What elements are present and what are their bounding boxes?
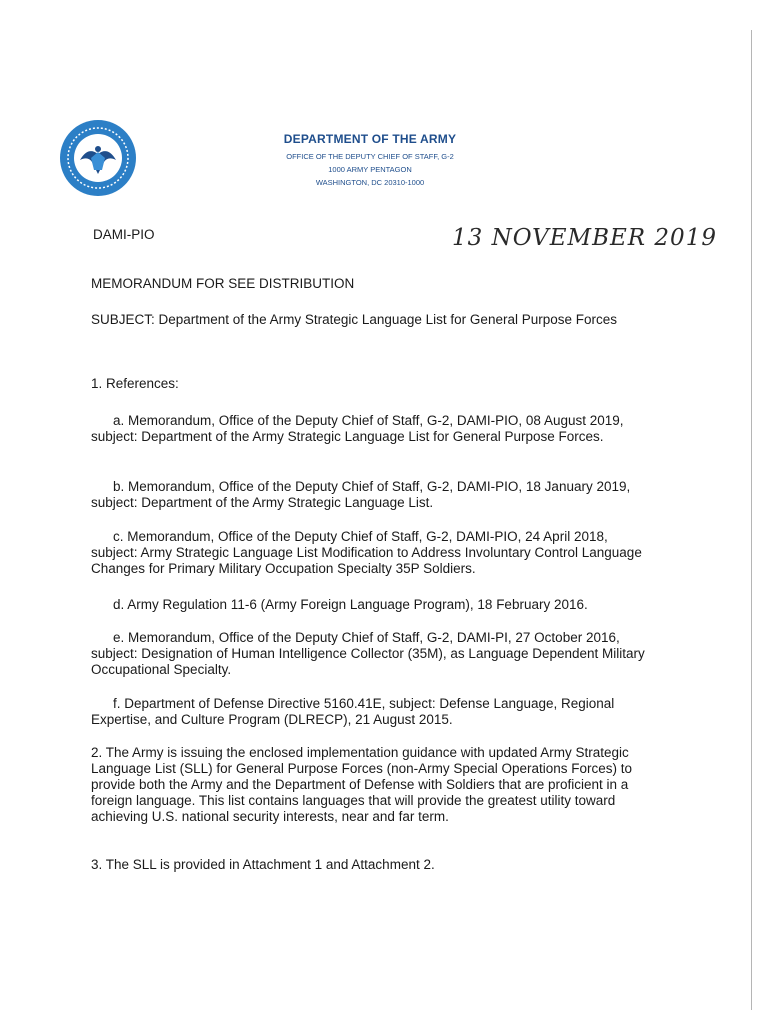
paragraph-3: 3. The SLL is provided in Attachment 1 and Attachment 2. [91,857,435,872]
handwritten-date: 13 NOVEMBER 2019 [452,225,717,251]
letterhead-office: OFFICE OF THE DEPUTY CHIEF OF STAFF, G-2 [286,152,454,161]
letterhead-title: DEPARTMENT OF THE ARMY [283,132,457,146]
letterhead-address: 1000 ARMY PENTAGON [328,165,412,174]
subject-line: SUBJECT: Department of the Army Strategic Language List for General Purpose Forces [91,312,617,327]
references-heading: 1. References: [91,376,179,391]
reference-e: e. Memorandum, Office of the Deputy Chief of Staff, G-2, DAMI-PI, 27 October 2016, subject: Designation of Human Intelligence Collector (35M), as Language Dependent Military Occupational Specialty. [91,630,645,677]
reference-f: f. Department of Defense Directive 5160.41E, subject: Defense Language, Regional Expertise, and Culture Program (DLRECP), 21 August 2015. [91,696,615,727]
reference-d: d. Army Regulation 11-6 (Army Foreign Language Program), 18 February 2016. [113,597,588,612]
memorandum-for: MEMORANDUM FOR SEE DISTRIBUTION [91,276,355,291]
letterhead-city: WASHINGTON, DC 20310-1000 [315,178,425,187]
office-symbol: DAMI-PIO [93,227,155,242]
page-edge-line [751,30,752,1010]
paragraph-2: 2. The Army is issuing the enclosed implementation guidance with updated Army Strategic Language List (SLL) for General Purpose Forces (non-Army Special Operations Forces) to provide both the Army and the Department of Defense with Soldiers that are proficient in a foreign language. This list contains languages that will provide the greatest utility toward achieving U.S. national security interests, near and far term. [91,745,633,824]
reference-b: b. Memorandum, Office of the Deputy Chief of Staff, G-2, DAMI-PIO, 18 January 2019, subject: Department of the Army Strategic Language List. [91,479,631,510]
reference-a: a. Memorandum, Office of the Deputy Chief of Staff, G-2, DAMI-PIO, 08 August 2019, subject: Department of the Army Strategic Language List for General Purpose Forces. [91,413,624,444]
letterhead [230,132,510,189]
reference-c: c. Memorandum, Office of the Deputy Chief of Staff, G-2, DAMI-PIO, 24 April 2018, subject: Army Strategic Language List Modification to Address Involuntary Control Language Changes for Primary Military Occupation Specialty 35P Soldiers. [91,529,642,576]
army-seal-icon [58,118,138,198]
